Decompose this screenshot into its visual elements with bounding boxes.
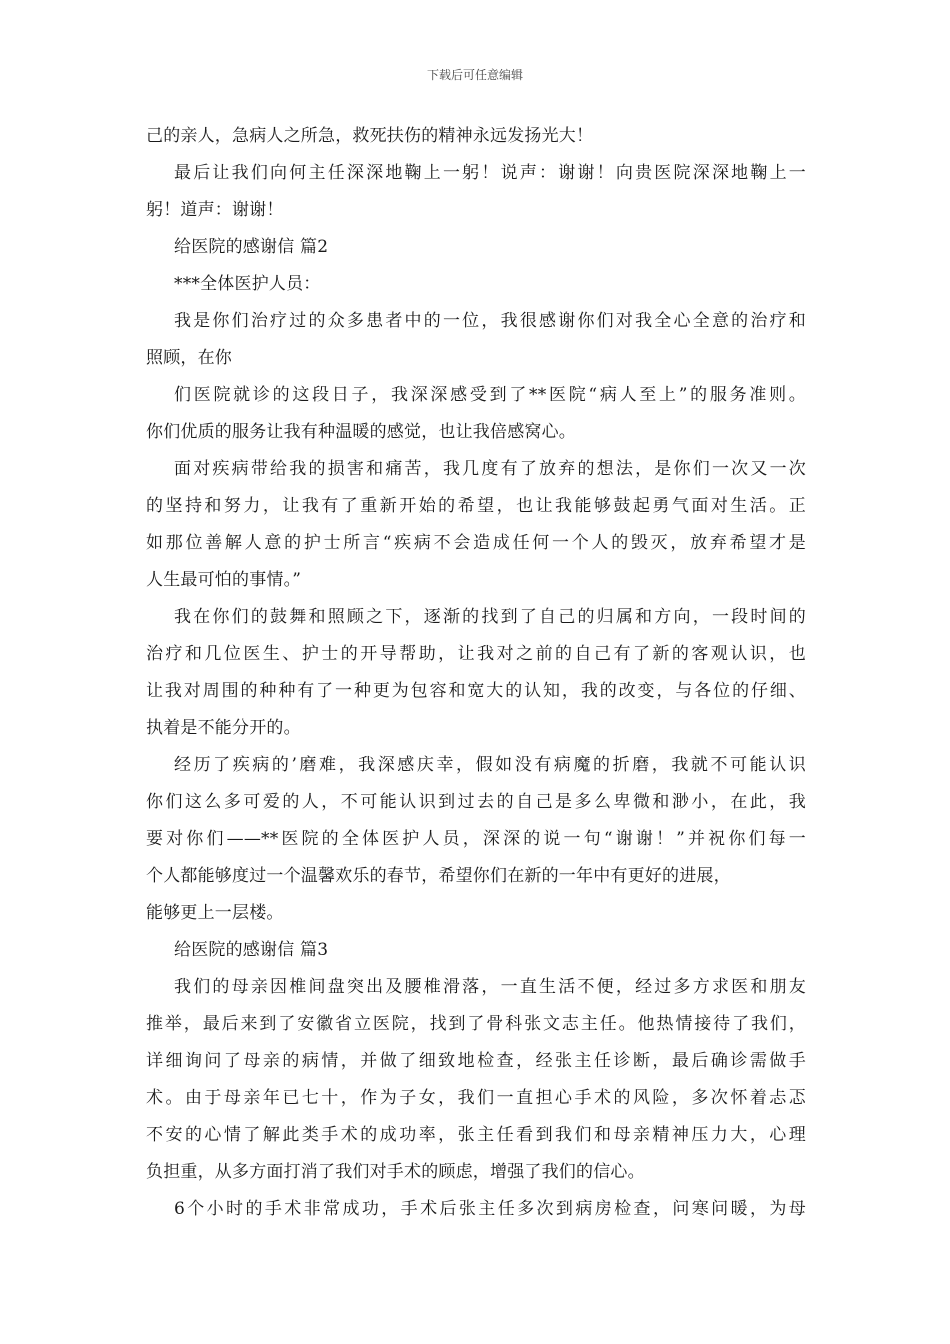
text-line: 我在你们的鼓舞和照顾之下，逐渐的找到了自己的归属和方向，一段时间的 — [174, 607, 806, 627]
text-line: 要对你们——**医院的全体医护人员，深深的说一句“谢谢！”并祝你们每一 — [146, 829, 806, 849]
text-line: 如那位善解人意的护士所言“疾病不会造成任何一个人的毁灭，放弃希望才是 — [146, 533, 806, 553]
text-line: 们医院就诊的这段日子，我深深感受到了**医院“病人至上”的服务准则。 — [174, 385, 806, 405]
text-line: 人生最可怕的事情。” — [146, 570, 302, 590]
text-line: 己的亲人，急病人之所急，救死扶伤的精神永远发扬光大！ — [146, 126, 594, 146]
document-body — [146, 118, 806, 1228]
text-line: 躬！道声：谢谢！ — [146, 200, 284, 220]
text-line: 让我对周围的种种有了一种更为包容和宽大的认知，我的改变，与各位的仔细、 — [146, 681, 806, 701]
text-line: 负担重，从多方面打消了我们对手术的顾虑，增强了我们的信心。 — [146, 1162, 645, 1182]
text-line: 推举，最后来到了安徽省立医院，找到了骨科张文志主任。他热情接待了我们， — [146, 1014, 806, 1034]
text-line: 最后让我们向何主任深深地鞠上一躬！说声：谢谢！向贵医院深深地鞠上一 — [174, 163, 806, 183]
text-line: 经历了疾病的’磨难，我深感庆幸，假如没有病魔的折磨，我就不可能认识 — [174, 755, 806, 775]
text-line: 我是你们治疗过的众多患者中的一位，我很感谢你们对我全心全意的治疗和 — [174, 311, 806, 331]
text-line: 照顾，在你 — [146, 348, 232, 368]
text-line: 6个小时的手术非常成功，手术后张主任多次到病房检查，问寒问暖，为母 — [174, 1199, 806, 1219]
text-line: 我们的母亲因椎间盘突出及腰椎滑落，一直生活不便，经过多方求医和朋友 — [174, 977, 806, 997]
text-line: 给医院的感谢信 篇2 — [174, 237, 329, 257]
text-line: 个人都能够度过一个温馨欢乐的春节，希望你们在新的一年中有更好的进展， — [146, 866, 731, 886]
text-line: 的坚持和努力，让我有了重新开始的希望，也让我能够鼓起勇气面对生活。正 — [146, 496, 806, 516]
text-line: 面对疾病带给我的损害和痛苦，我几度有了放弃的想法，是你们一次又一次 — [174, 459, 806, 479]
text-line: 给医院的感谢信 篇3 — [174, 940, 329, 960]
text-line: 你们优质的服务让我有种温暖的感觉，也让我倍感窝心。 — [146, 422, 576, 442]
text-line: 治疗和几位医生、护士的开导帮助，让我对之前的自己有了新的客观认识，也 — [146, 644, 806, 664]
text-line: 不安的心情了解此类手术的成功率，张主任看到我们和母亲精神压力大，心理 — [146, 1125, 806, 1145]
text-line: 术。由于母亲年已七十，作为子女，我们一直担心手术的风险，多次怀着忐忑 — [146, 1088, 806, 1108]
text-line: 能够更上一层楼。 — [146, 903, 284, 923]
text-line: 执着是不能分开的。 — [146, 718, 301, 738]
text-line: 你们这么多可爱的人，不可能认识到过去的自己是多么卑微和渺小，在此，我 — [146, 792, 806, 812]
text-line: ***全体医护人员： — [174, 274, 321, 294]
text-line: 详细询问了母亲的病情，并做了细致地检查，经张主任诊断，最后确诊需做手 — [146, 1051, 806, 1071]
page-header: 下载后可任意编辑 — [426, 68, 523, 82]
